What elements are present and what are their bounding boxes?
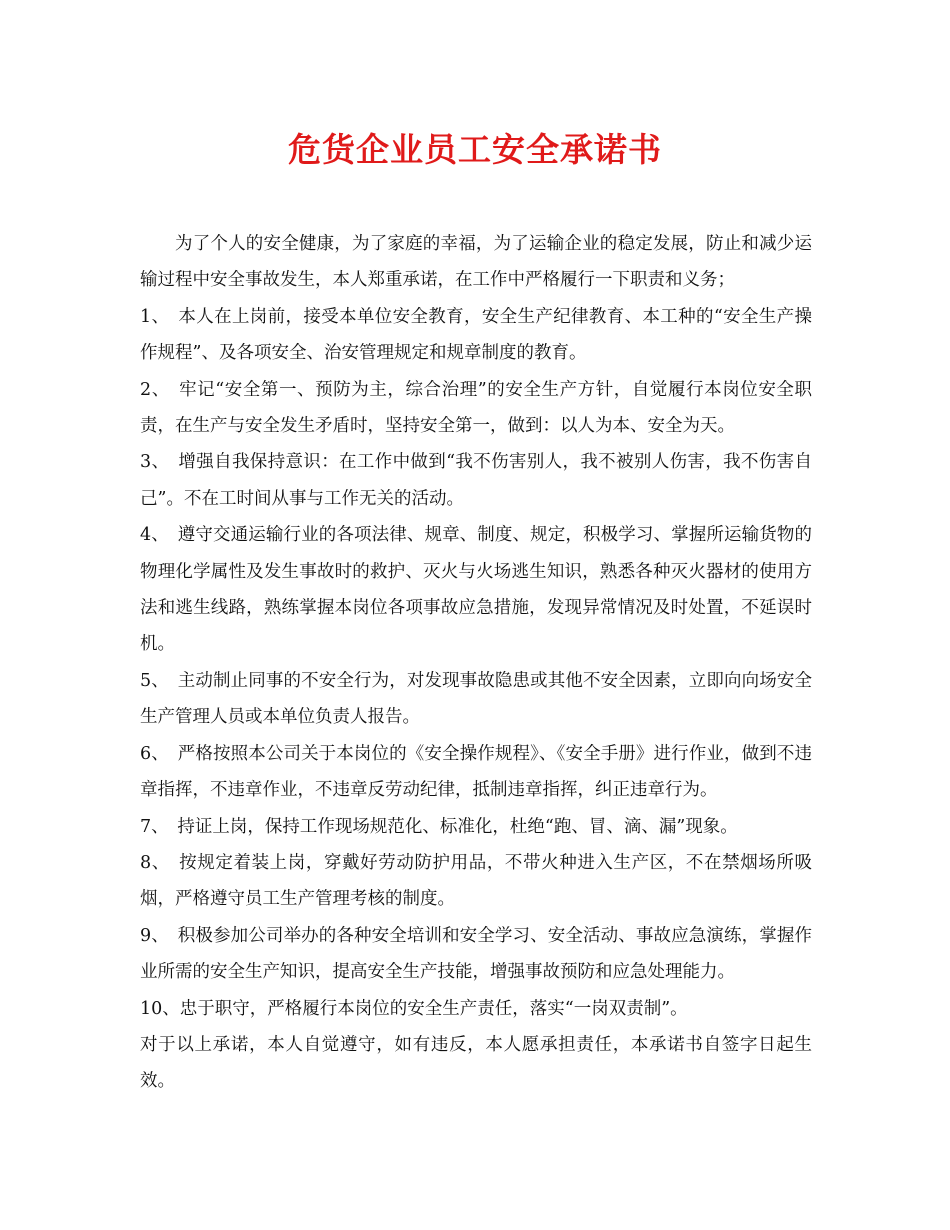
intro-paragraph: 为了个人的安全健康，为了家庭的幸福，为了运输企业的稳定发展，防止和减少运输过程中安全事故发生，本人郑重承诺，在工作中严格履行一下职责和义务； bbox=[140, 234, 812, 291]
commitment-item-8: 8、 按规定着装上岗，穿戴好劳动防护用品，不带火种进入生产区，不在禁烟场所吸烟，严格遵守员工生产管理考核的制度。 bbox=[140, 852, 812, 910]
commitment-item-10: 10、忠于职守，严格履行本岗位的安全生产责任，落实“一岗双责制”。 bbox=[140, 998, 688, 1019]
commitment-item-6: 6、 严格按照本公司关于本岗位的《安全操作规程》、《安全手册》进行作业，做到不违章指挥，不违章作业，不违章反劳动纪律，抵制违章指挥，纠正违章行为。 bbox=[140, 743, 812, 801]
commitment-item-1: 1、 本人在上岗前，接受本单位安全教育，安全生产纪律教育、本工种的“安全生产操作规程”、及各项安全、治安管理规定和规章制度的教育。 bbox=[140, 306, 812, 364]
commitment-item-3: 3、 增强自我保持意识：在工作中做到“我不伤害别人，我不被别人伤害，我不伤害自己”。不在工时间从事与工作无关的活动。 bbox=[140, 452, 812, 509]
document-body bbox=[140, 226, 812, 1100]
commitment-item-2: 2、 牢记“安全第一、预防为主，综合治理”的安全生产方针，自觉履行本岗位安全职责，在生产与安全发生矛盾时，坚持安全第一，做到：以人为本、安全为天。 bbox=[140, 379, 812, 437]
commitment-item-5: 5、 主动制止同事的不安全行为，对发现事故隐患或其他不安全因素，立即向向场安全生产管理人员或本单位负责人报告。 bbox=[140, 670, 812, 728]
commitment-item-9: 9、 积极参加公司举办的各种安全培训和安全学习、安全活动、事故应急演练，掌握作业所需的安全生产知识，提高安全生产技能，增强事故预防和应急处理能力。 bbox=[140, 925, 812, 983]
document-title: 危货企业员工安全承诺书 bbox=[288, 130, 662, 169]
commitment-item-7: 7、 持证上岗，保持工作现场规范化、标准化，杜绝“跑、冒、滴、漏”现象。 bbox=[140, 816, 738, 837]
commitment-item-4: 4、 遵守交通运输行业的各项法律、规章、制度、规定，积极学习、掌握所运输货物的物理化学属性及发生事故时的救护、灭火与火场逃生知识，熟悉各种灭火器材的使用方法和逃生线路，熟练掌握本岗位各项事故应急措施，发现异常情况及时处置，不延误时机。 bbox=[140, 525, 812, 655]
closing-paragraph: 对于以上承诺，本人自觉遵守，如有违反，本人愿承担责任，本承诺书自签字日起生效。 bbox=[140, 1034, 812, 1092]
